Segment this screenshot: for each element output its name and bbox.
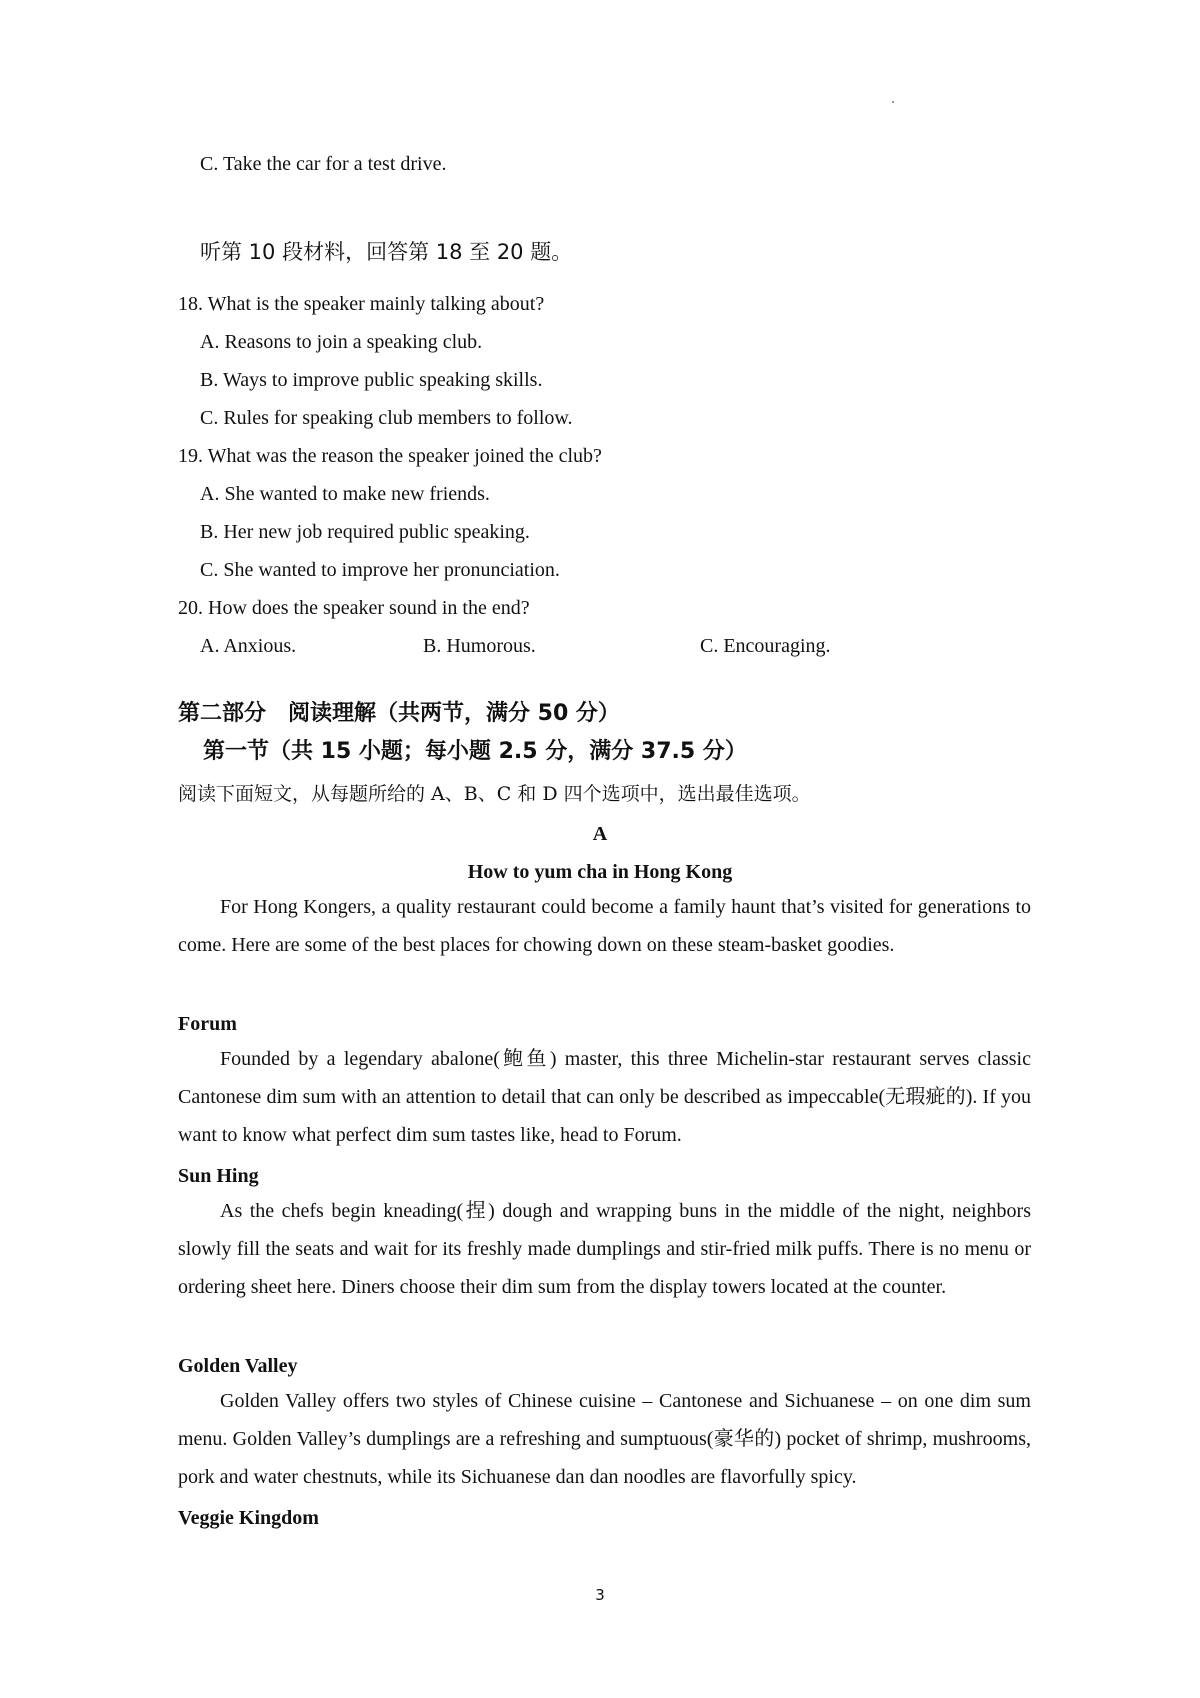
passage-intro: For Hong Kongers, a quality restaurant could become a family haunt that’s visited for generations to come. Here are some of the best places for chowing down on these steam-basket goodies.: [178, 896, 1031, 956]
question-18-option-b: B. Ways to improve public speaking skills.: [200, 369, 543, 391]
forum-heading: Forum: [178, 1013, 237, 1035]
question-20-option-b: B. Humorous.: [423, 635, 536, 657]
sun-hing-heading: Sun Hing: [178, 1165, 259, 1187]
question-18-option-c: C. Rules for speaking club members to follow.: [200, 407, 573, 429]
question-19-option-b: B. Her new job required public speaking.: [200, 521, 530, 543]
question-19-stem: 19. What was the reason the speaker joined the club?: [178, 445, 602, 467]
reading-section-title: 第一节（共 15 小题；每小题 2.5 分，满分 37.5 分）: [203, 739, 747, 764]
question-19-option-a: A. She wanted to make new friends.: [200, 483, 490, 505]
question-18-option-a: A. Reasons to join a speaking club.: [200, 331, 483, 353]
veggie-kingdom-heading: Veggie Kingdom: [178, 1507, 319, 1529]
forum-paragraph: Founded by a legendary abalone(鲍鱼) master, this three Michelin-star restaurant serves classic Cantonese dim sum with an attention to detail that can only be described as impeccable(无瑕疵的). If you want to know what perfect dim sum tastes like, head to Forum.: [178, 1048, 1031, 1146]
passage-title: How to yum cha in Hong Kong: [467, 861, 733, 883]
question-20-stem: 20. How does the speaker sound in the end?: [178, 597, 530, 619]
question-20-option-c: C. Encouraging.: [700, 635, 831, 657]
page-number: 3: [595, 1586, 605, 1604]
golden-valley-paragraph: Golden Valley offers two styles of Chinese cuisine – Cantonese and Sichuanese – on one dim sum menu. Golden Valley’s dumplings are a refreshing and sumptuous(豪华的) pocket of shrimp, mushrooms, pork and water chestnuts, while its Sichuanese dan dan noodles are flavorfully spicy.: [178, 1390, 1031, 1488]
reading-instruction: 阅读下面短文，从每题所给的 A、B、C 和 D 四个选项中，选出最佳选项。: [178, 783, 811, 805]
listening-section-header: 听第 10 段材料，回答第 18 至 20 题。: [200, 240, 573, 264]
sun-hing-paragraph: As the chefs begin kneading(捏) dough and wrapping buns in the middle of the night, neighbors slowly fill the seats and wait for its freshly made dumplings and stir-fried milk puffs. There is no menu or ordering sheet here. Diners choose their dim sum from the display towers located at the counter.: [178, 1200, 1031, 1298]
question-20-option-a: A. Anxious.: [200, 635, 297, 657]
reading-part-title: 第二部分 阅读理解（共两节，满分 50 分）: [178, 701, 620, 726]
golden-valley-heading: Golden Valley: [178, 1355, 298, 1377]
scan-speck: [892, 101, 894, 103]
question-19-option-c: C. She wanted to improve her pronunciation.: [200, 559, 560, 581]
prev-question-option-c: C. Take the car for a test drive.: [200, 153, 447, 175]
passage-letter: A: [592, 823, 608, 845]
question-18-stem: 18. What is the speaker mainly talking about?: [178, 293, 545, 315]
